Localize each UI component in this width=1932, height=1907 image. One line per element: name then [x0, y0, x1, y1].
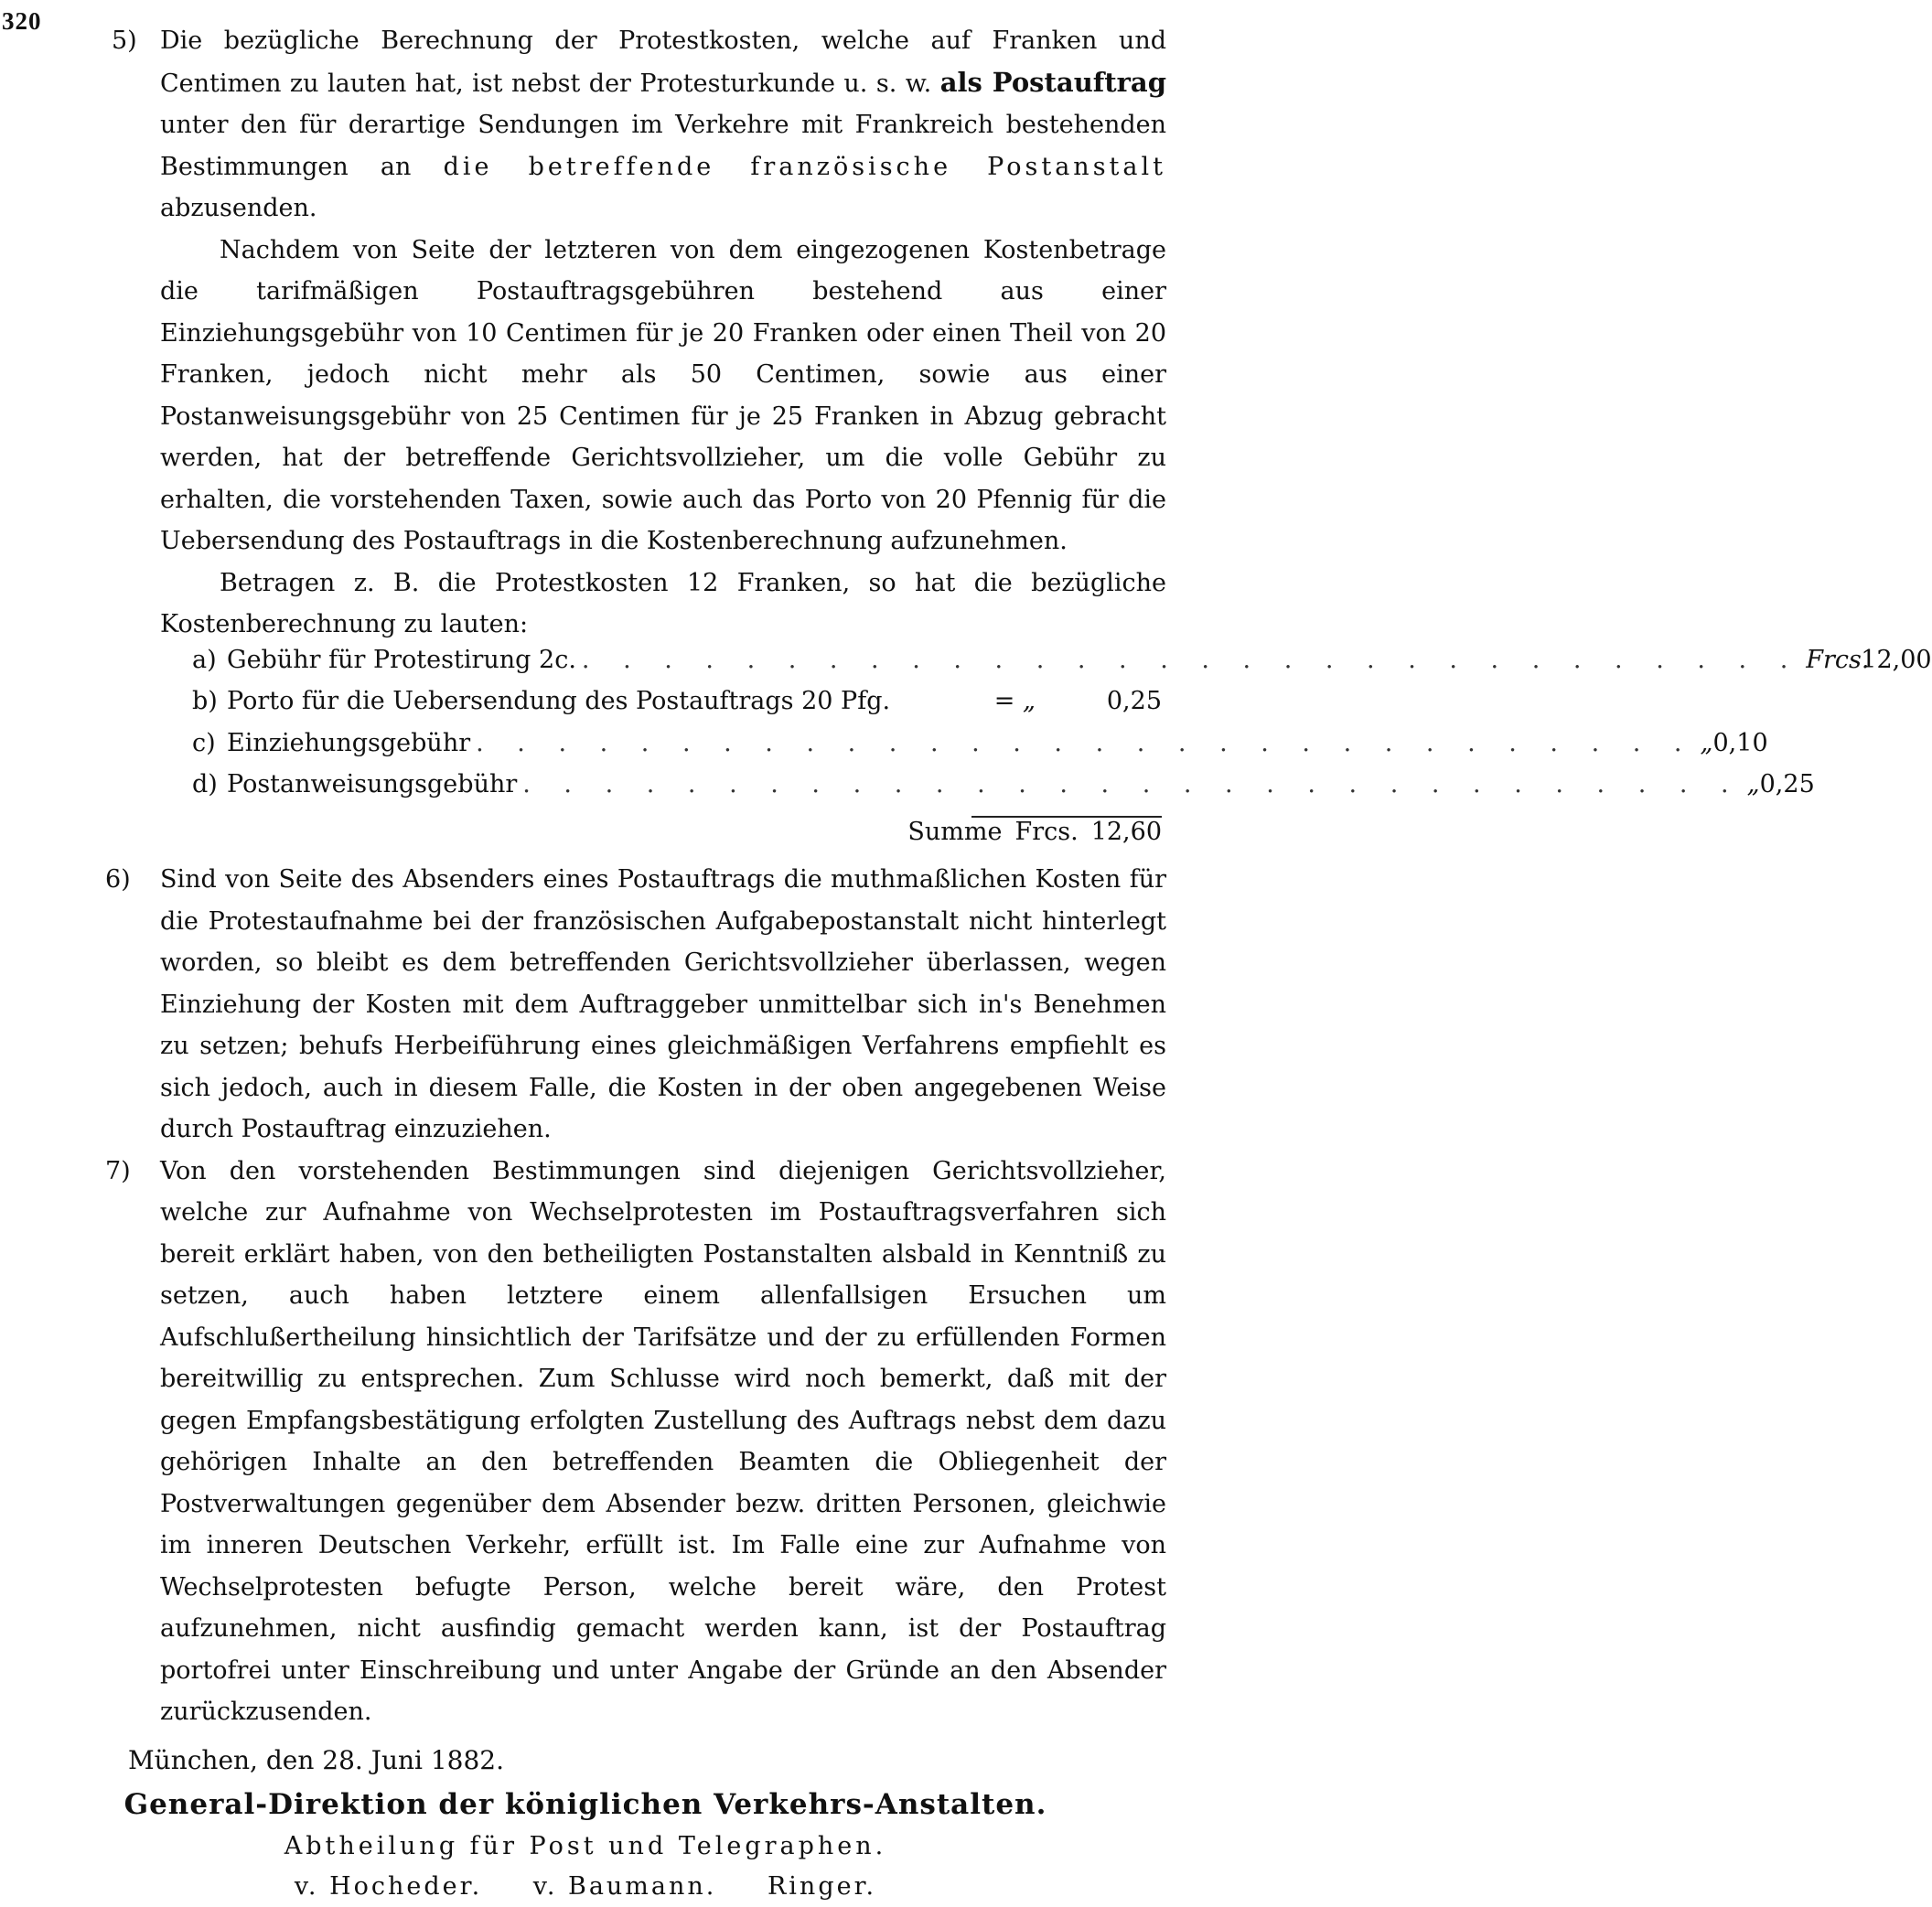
closing-block	[0, 1739, 1244, 1907]
calc-unit: „	[1023, 687, 1036, 715]
calc-leader-dots: . . . . . . . . . . . . . . . . . . . . . . . . . . . . . .	[476, 728, 1695, 757]
calc-amount: 0,25	[1106, 687, 1162, 715]
calc-total-label: Summe	[907, 817, 1003, 846]
item-5-paragraph-2: Nachdem von Seite der letzteren von dem eingezogenen Kostenbetrage die tarifmäßigen Postauftragsgebühren bestehend aus einer Einziehungsgebühr von 10 Centimen für je 20 Franken oder einen Theil von 20 Franken, jedoch nicht mehr als 50 Centimen, sowie aus einer Postanweisungsgebühr von 25 Centimen für je 25 Franken in Abzug gebracht werden, hat der betreffende Gerichtsvollzieher, um die volle Gebühr zu erhalten, die vorstehenden Taxen, sowie auch das Porto von 20 Pfennig für die Uebersendung des Postauftrags in die Kostenberechnung aufzunehmen.	[160, 235, 1166, 555]
page-number: 320	[2, 7, 42, 35]
calc-equals: =	[993, 687, 1015, 715]
item-5-number: 5)	[112, 27, 137, 55]
item-7-paragraph	[105, 1151, 1166, 1733]
item-5-text-a: Die bezügliche Berechnung der Protestkosten, welche auf Franken und Centimen zu lauten hat, ist nebst der Protesturkunde u. s. w.	[160, 27, 1166, 98]
calc-row-label: a) Gebühr für Protestirung 2c.	[192, 645, 576, 674]
cost-calculation	[192, 645, 1932, 860]
calc-row-label: d) Postanweisungsgebühr	[192, 770, 518, 798]
item-7-text: Von den vorstehenden Bestimmungen sind diejenigen Gerichtsvollzieher, welche zur Aufnahme von Wechselprotesten im Postauftragsverfahren sich bereit erklärt haben, von den betheiligten Postanstalten alsbald in Kenntniß zu setzen, auch haben letztere einem allenfallsigen Ersuchen um Aufschlußertheilung hinsichtlich der Tarifsätze und der zu erfüllenden Formen bereitwillig zu entsprechen. Zum Schlusse wird noch bemerkt, daß mit der gegen Empfangsbestätigung erfolgten Zustellung des Auftrags nebst dem dazu gehörigen Inhalte an den betreffenden Beamten die Obliegenheit der Postverwaltungen gegenüber dem Absender bezw. dritten Personen, gleichwie im inneren Deutschen Verkehr, erfüllt ist. Im Falle eine zur Aufnahme von Wechselprotesten befugte Person, welche bereit wäre, den Protest aufzunehmen, nicht ausfindig gemacht werden kann, ist der Postauftrag portofrei unter Einschreibung und unter Angabe der Gründe an den Absender zurückzusenden.	[160, 1156, 1166, 1726]
item-6-text: Sind von Seite des Absenders eines Postauftrags die muthmaßlichen Kosten für die Protestaufnahme bei der französischen Aufgabepostanstalt nicht hinterlegt worden, so bleibt es dem betreffenden Gerichtsvollzieher überlassen, wegen Einziehung der Kosten mit dem Auftraggeber unmittelbar sich in's Benehmen zu setzen; behufs Herbeiführung eines gleichmäßigen Verfahrens empfiehlt es sich jedoch, auch in diesem Falle, die Kosten in der oben angegebenen Weise durch Postauftrag einzuziehen.	[160, 865, 1166, 1143]
calc-amount: 0,25	[1759, 770, 1815, 798]
calc-total-unit: Frcs.	[1014, 817, 1079, 846]
calc-leader-dots: . . . . . . . . . . . . . . . . . . . . . . . . . . . . . .	[522, 770, 1742, 798]
calc-unit: „	[1700, 728, 1713, 757]
calc-row-d	[192, 770, 1815, 812]
calc-row-label: b) Porto für die Uebersendung des Postauftrags 20 Pfg.	[192, 687, 891, 715]
item-5-spaced-text: die betreffende französische Postanstalt	[443, 152, 1166, 181]
calc-row-b	[192, 687, 1162, 729]
issuing-department: Abtheilung für Post und Telegraphen.	[284, 1831, 887, 1860]
calc-amount: 12,00	[1861, 645, 1932, 674]
place-date: München, den 28. Juni 1882.	[128, 1744, 505, 1775]
item-7-number: 7)	[105, 1156, 131, 1185]
item-5-bold-text: als Postauftrag	[939, 66, 1166, 98]
item-5-text-b: unter den für derartige Sendungen im Verkehre mit Frankreich bestehenden Bestimmungen an	[160, 111, 1166, 181]
item-5-paragraph	[112, 20, 1166, 230]
page-body	[0, 20, 1932, 1907]
issuing-authority: General-Direktion der königlichen Verkehrs-Anstalten.	[123, 1787, 1047, 1821]
signatory: v. Baumann.	[532, 1871, 717, 1901]
item-5-text-c: abzusenden.	[160, 194, 317, 222]
calc-row-a	[192, 645, 1932, 688]
item-5-paragraph-3: Betragen z. B. die Protestkosten 12 Franken, so hat die bezügliche Kostenberechnung zu lauten:	[160, 568, 1166, 638]
signatory: v. Hocheder.	[294, 1871, 483, 1901]
calc-total-row	[192, 818, 1162, 860]
signatory: Ringer.	[767, 1871, 877, 1901]
calc-row-label: c) Einziehungsgebühr	[192, 728, 471, 757]
item-6-paragraph	[105, 859, 1166, 1151]
signatories	[55, 1867, 1116, 1907]
calc-unit: Frcs.	[1806, 645, 1870, 674]
calc-row-c	[192, 728, 1768, 771]
item-6-number: 6)	[105, 865, 131, 894]
calc-leader-dots: . . . . . . . . . . . . . . . . . . . . . . . . . . . . . .	[581, 645, 1801, 674]
calc-amount: 0,10	[1712, 728, 1768, 757]
calc-unit: „	[1746, 770, 1760, 798]
calc-total-amount: 12,60	[1090, 817, 1162, 846]
